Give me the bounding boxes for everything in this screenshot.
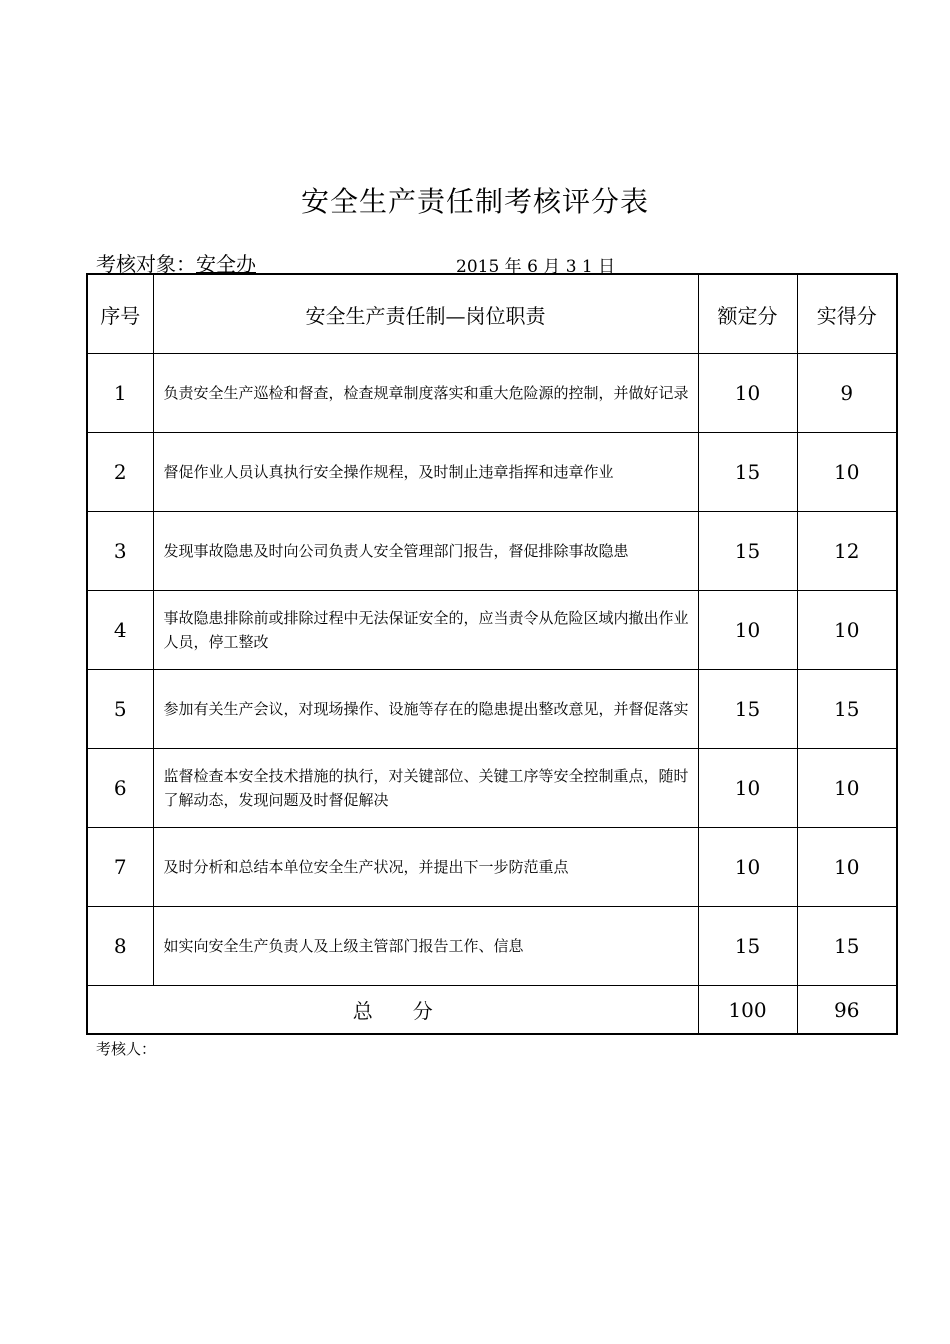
header-index: 序号 [87, 274, 153, 354]
row-duty: 如实向安全生产负责人及上级主管部门报告工作、信息 [153, 907, 698, 986]
examiner-label: 考核人： [96, 1040, 157, 1058]
row-quota: 10 [698, 591, 797, 670]
row-duty: 事故隐患排除前或排除过程中无法保证安全的，应当责令从危险区域内撤出作业人员，停工整改 [153, 591, 698, 670]
header-actual: 实得分 [797, 274, 897, 354]
row-actual: 9 [797, 354, 897, 433]
row-duty: 监督检查本安全技术措施的执行，对关键部位、关键工序等安全控制重点，随时了解动态，发现问题及时督促解决 [153, 749, 698, 828]
total-actual: 96 [797, 986, 897, 1035]
row-duty: 参加有关生产会议，对现场操作、设施等存在的隐患提出整改意见，并督促落实 [153, 670, 698, 749]
page-title: 安全生产责任制考核评分表 [300, 185, 649, 218]
subject-label: 考核对象： [96, 252, 196, 276]
row-duty: 负责安全生产巡检和督查，检查规章制度落实和重大危险源的控制，并做好记录 [153, 354, 698, 433]
row-actual: 15 [797, 907, 897, 986]
table-row [87, 512, 897, 591]
table-row [87, 907, 897, 986]
row-index: 2 [87, 433, 153, 512]
row-index: 7 [87, 828, 153, 907]
assessment-date: 2015 年 6 月 3 1 日 [456, 257, 616, 277]
row-actual: 15 [797, 670, 897, 749]
row-duty: 发现事故隐患及时向公司负责人安全管理部门报告，督促排除事故隐患 [153, 512, 698, 591]
subject-value: 安全办 [196, 252, 256, 276]
row-actual: 10 [797, 591, 897, 670]
row-index: 6 [87, 749, 153, 828]
header-duty: 安全生产责任制—岗位职责 [153, 274, 698, 354]
total-row [87, 986, 897, 1035]
table-row [87, 670, 897, 749]
row-index: 1 [87, 354, 153, 433]
total-quota: 100 [698, 986, 797, 1035]
table-row [87, 591, 897, 670]
row-quota: 15 [698, 907, 797, 986]
table-row [87, 749, 897, 828]
row-quota: 10 [698, 749, 797, 828]
row-actual: 10 [797, 433, 897, 512]
total-label: 总 分 [87, 986, 698, 1035]
row-actual: 10 [797, 749, 897, 828]
table-header-row [87, 274, 897, 354]
row-actual: 10 [797, 828, 897, 907]
row-index: 3 [87, 512, 153, 591]
row-quota: 10 [698, 828, 797, 907]
row-index: 5 [87, 670, 153, 749]
row-quota: 15 [698, 512, 797, 591]
table-row [87, 433, 897, 512]
score-table [86, 273, 898, 1035]
table-row [87, 354, 897, 433]
row-duty: 督促作业人员认真执行安全操作规程，及时制止违章指挥和违章作业 [153, 433, 698, 512]
row-actual: 12 [797, 512, 897, 591]
row-quota: 10 [698, 354, 797, 433]
row-index: 4 [87, 591, 153, 670]
row-index: 8 [87, 907, 153, 986]
table-row [87, 828, 897, 907]
header-quota: 额定分 [698, 274, 797, 354]
row-duty: 及时分析和总结本单位安全生产状况，并提出下一步防范重点 [153, 828, 698, 907]
row-quota: 15 [698, 670, 797, 749]
row-quota: 15 [698, 433, 797, 512]
